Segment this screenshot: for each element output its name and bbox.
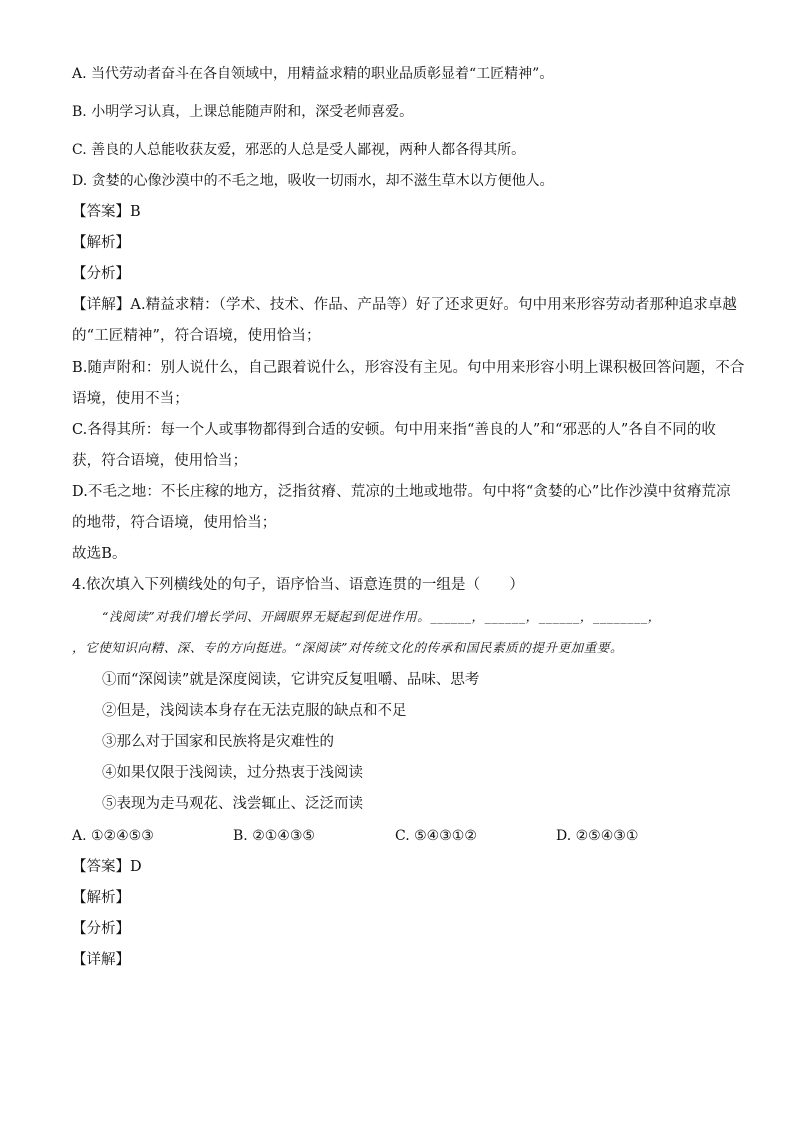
q4-passage-line: “浅阅读”对我们增长学问、开阔眼界无疑起到促进作用。______，______，______，________， (102, 609, 661, 624)
q3-option-a: A. 当代劳动者奋斗在各自领域中，用精益求精的职业品质彰显着“工匠精神”。 (72, 66, 554, 82)
q4-answer: 【答案】D (72, 859, 142, 875)
q3-answer: 【答案】B (72, 204, 141, 220)
q3-detail-line: 的“工匠精神”，符合语境，使用恰当； (72, 328, 321, 344)
q3-option-b: B. 小明学习认真，上课总能随声附和，深受老师喜爱。 (72, 104, 414, 120)
q4-passage-line: ，它使知识向精、深、专的方向挺进。“深阅读”对传统文化的传承和国民素质的提升更加重要。 (72, 640, 624, 655)
q4-sentence-5: ⑤表现为走马观花、浅尝辄止、泛泛而读 (102, 796, 363, 812)
q4-stem: 4.依次填入下列横线处的句子，语序恰当、语意连贯的一组是（ ） (72, 577, 525, 593)
q3-detail-line: 的地带，符合语境，使用恰当； (72, 515, 277, 531)
q3-analysis-heading: 【解析】 (72, 235, 130, 251)
q3-detail-line: D.不毛之地：不长庄稼的地方，泛指贫瘠、荒凉的土地或地带。句中将“贪婪的心”比作沙漠中贫瘠荒凉 (72, 484, 731, 500)
q4-detail-heading: 【详解】 (72, 952, 130, 968)
q4-choice-d: D. ②⑤④③① (556, 828, 639, 844)
q4-sentence-3: ③那么对于国家和民族将是灾难性的 (102, 734, 334, 750)
q4-sentence-1: ①而“深阅读”就是深度阅读，它讲究反复咀嚼、品味、思考 (102, 672, 480, 688)
q3-option-c: C. 善良的人总能收获友爱，邪恶的人总是受人鄙视，两种人都各得其所。 (72, 142, 526, 158)
q3-detail-line: 语境，使用不当； (72, 391, 189, 407)
q4-fenxi-heading: 【分析】 (72, 921, 130, 937)
q3-conclusion: 故选B。 (72, 546, 127, 562)
q3-option-d: D. 贪婪的心像沙漠中的不毛之地，吸收一切雨水，却不滋生草木以方便他人。 (72, 173, 554, 189)
q3-fenxi-heading: 【分析】 (72, 266, 130, 282)
q3-detail-line: 【详解】A.精益求精：（学术、技术、作品、产品等）好了还求更好。句中用来形容劳动者那种追求卓越 (72, 297, 738, 313)
q4-sentence-2: ②但是，浅阅读本身存在无法克服的缺点和不足 (102, 703, 407, 719)
q3-detail-line: C.各得其所：每一个人或事物都得到合适的安顿。句中用来指“善良的人”和“邪恶的人”各自不同的收 (72, 422, 717, 438)
q4-choice-b: B. ②①④③⑤ (233, 828, 315, 844)
q3-detail-line: 获，符合语境，使用恰当； (72, 453, 248, 469)
q4-choice-a: A. ①②④⑤③ (72, 828, 154, 844)
q4-choice-c: C. ⑤④③①② (395, 828, 477, 844)
q4-sentence-4: ④如果仅限于浅阅读，过分热衷于浅阅读 (102, 765, 363, 781)
q4-analysis-heading: 【解析】 (72, 890, 130, 906)
q3-detail-line: B.随声附和：别人说什么，自己跟着说什么，形容没有主见。句中用来形容小明上课积极回答问题，不合 (72, 360, 745, 376)
